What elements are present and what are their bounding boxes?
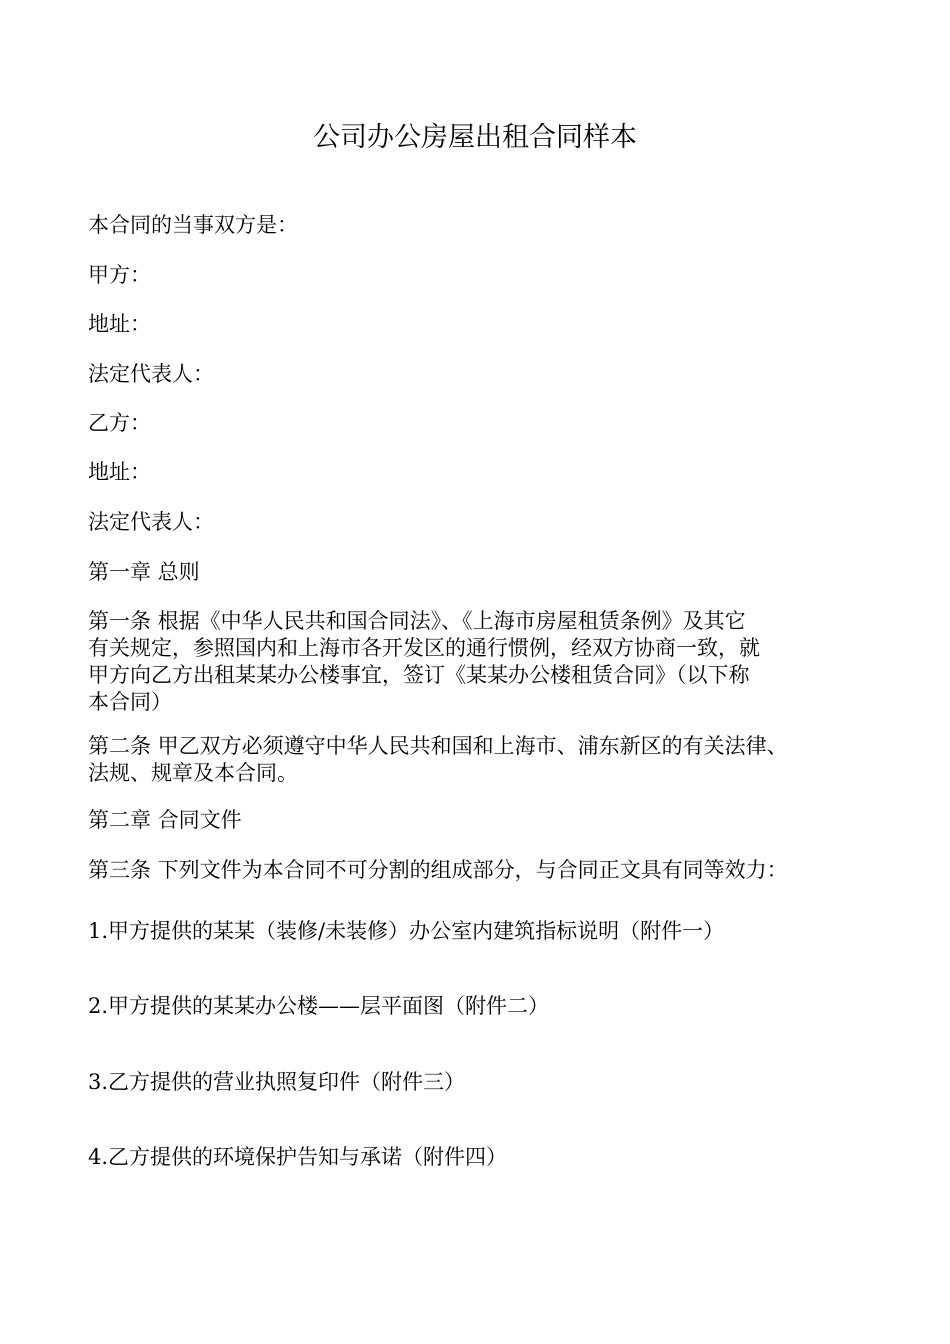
chapter-2-heading: 第二章 合同文件	[88, 808, 242, 832]
article-1-line: 本合同）	[88, 690, 172, 714]
document-title: 公司办公房屋出租合同样本	[313, 122, 637, 153]
article-2-line: 法规、规章及本合同。	[88, 761, 298, 785]
party-a-address-label: 地址：	[88, 312, 151, 336]
attachment-item: 4.乙方提供的环境保护告知与承诺（附件四）	[88, 1145, 508, 1169]
party-b-label: 乙方：	[88, 411, 151, 435]
attachment-item: 3.乙方提供的营业执照复印件（附件三）	[88, 1070, 466, 1094]
attachment-item: 1.甲方提供的某某（装修/未装修）办公室内建筑指标说明（附件一）	[88, 919, 725, 943]
article-1-line: 甲方向乙方出租某某办公楼事宜，签订《某某办公楼租赁合同》（以下称	[88, 663, 750, 687]
party-b-representative-label: 法定代表人：	[88, 510, 214, 534]
article-3: 第三条 下列文件为本合同不可分割的组成部分，与合同正文具有同等效力：	[88, 858, 788, 882]
article-2-line: 第二条 甲乙双方必须遵守中华人民共和国和上海市、浦东新区的有关法律、	[88, 734, 788, 758]
article-2	[88, 733, 878, 787]
chapter-1-heading: 第一章 总则	[88, 560, 200, 584]
article-1-line: 有关规定，参照国内和上海市各开发区的通行惯例，经双方协商一致，就	[88, 636, 760, 660]
article-1	[88, 608, 878, 716]
party-a-label: 甲方：	[88, 263, 151, 287]
party-a-representative-label: 法定代表人：	[88, 362, 214, 386]
attachment-item: 2.甲方提供的某某办公楼——层平面图（附件二）	[88, 994, 550, 1018]
party-b-address-label: 地址：	[88, 460, 151, 484]
parties-intro: 本合同的当事双方是：	[88, 213, 298, 237]
article-1-line: 第一条 根据《中华人民共和国合同法》、《上海市房屋租赁条例》及其它	[88, 609, 746, 633]
